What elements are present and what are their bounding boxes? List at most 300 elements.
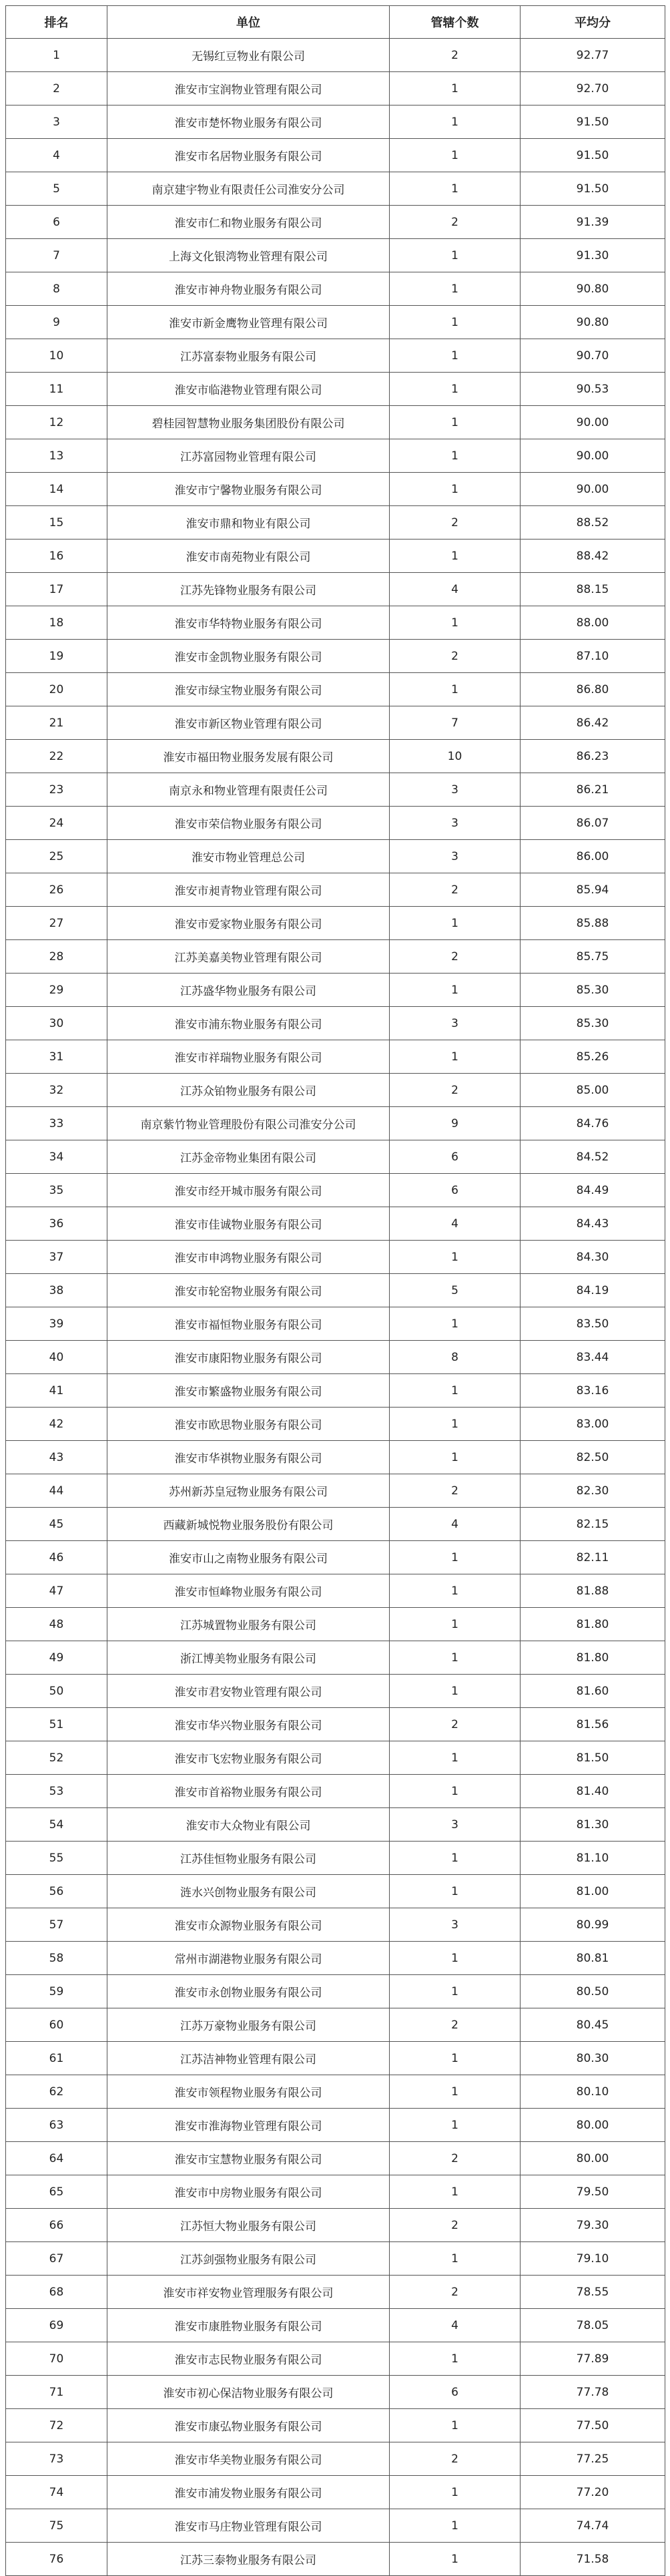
cell-count: 1 (390, 606, 521, 640)
cell-count: 1 (390, 974, 521, 1007)
cell-unit: 淮安市爱家物业服务有限公司 (107, 907, 390, 940)
cell-rank: 6 (6, 206, 107, 239)
cell-count: 1 (390, 1741, 521, 1775)
cell-count: 10 (390, 740, 521, 773)
table-row (6, 1107, 665, 1140)
cell-count: 1 (390, 2409, 521, 2442)
cell-unit: 碧桂园智慧物业服务集团股份有限公司 (107, 406, 390, 439)
header-average: 平均分 (521, 6, 665, 39)
cell-count: 4 (390, 1207, 521, 1241)
cell-rank: 32 (6, 1074, 107, 1107)
ranking-table (5, 5, 665, 2576)
cell-rank: 13 (6, 439, 107, 473)
cell-rank: 43 (6, 1441, 107, 1474)
cell-rank: 53 (6, 1775, 107, 1808)
cell-rank: 16 (6, 540, 107, 573)
cell-count: 1 (390, 673, 521, 706)
table-row (6, 1241, 665, 1274)
cell-unit: 淮安市永创物业服务有限公司 (107, 1975, 390, 2008)
cell-rank: 67 (6, 2242, 107, 2276)
table-row (6, 306, 665, 339)
cell-average: 88.42 (521, 540, 665, 573)
cell-unit: 淮安市宝润物业管理有限公司 (107, 72, 390, 105)
cell-unit: 淮安市浦东物业服务有限公司 (107, 1007, 390, 1040)
cell-count: 1 (390, 406, 521, 439)
cell-rank: 69 (6, 2309, 107, 2342)
cell-count: 1 (390, 1441, 521, 1474)
cell-count: 1 (390, 1975, 521, 2008)
cell-rank: 35 (6, 1174, 107, 1207)
cell-rank: 15 (6, 506, 107, 540)
table-header-row (6, 6, 665, 39)
cell-count: 1 (390, 1574, 521, 1608)
table-row (6, 1875, 665, 1908)
cell-unit: 淮安市鼎和物业有限公司 (107, 506, 390, 540)
cell-rank: 27 (6, 907, 107, 940)
cell-rank: 28 (6, 940, 107, 974)
cell-count: 1 (390, 2342, 521, 2376)
table-row (6, 1775, 665, 1808)
cell-rank: 50 (6, 1675, 107, 1708)
cell-rank: 75 (6, 2509, 107, 2543)
table-row (6, 940, 665, 974)
cell-unit: 淮安市福恒物业服务有限公司 (107, 1307, 390, 1341)
cell-rank: 45 (6, 1508, 107, 1541)
cell-average: 80.00 (521, 2109, 665, 2142)
cell-average: 80.81 (521, 1942, 665, 1975)
cell-count: 3 (390, 1908, 521, 1942)
cell-average: 82.50 (521, 1441, 665, 1474)
table-row (6, 1274, 665, 1307)
cell-average: 91.50 (521, 105, 665, 139)
cell-count: 1 (390, 2509, 521, 2543)
cell-rank: 54 (6, 1808, 107, 1842)
cell-average: 91.30 (521, 239, 665, 272)
cell-rank: 21 (6, 706, 107, 740)
cell-rank: 55 (6, 1842, 107, 1875)
cell-rank: 48 (6, 1608, 107, 1641)
cell-rank: 11 (6, 373, 107, 406)
header-count: 管辖个数 (390, 6, 521, 39)
cell-unit: 淮安市金凯物业服务有限公司 (107, 640, 390, 673)
cell-count: 5 (390, 1274, 521, 1307)
cell-rank: 19 (6, 640, 107, 673)
cell-count: 1 (390, 473, 521, 506)
cell-unit: 淮安市领程物业服务有限公司 (107, 2075, 390, 2109)
cell-average: 90.00 (521, 473, 665, 506)
table-row (6, 1908, 665, 1942)
cell-count: 1 (390, 1608, 521, 1641)
table-row (6, 1374, 665, 1408)
cell-count: 1 (390, 306, 521, 339)
table-row (6, 2309, 665, 2342)
cell-rank: 3 (6, 105, 107, 139)
cell-rank: 34 (6, 1140, 107, 1174)
table-row (6, 1007, 665, 1040)
cell-average: 86.07 (521, 807, 665, 840)
cell-count: 4 (390, 573, 521, 606)
cell-rank: 2 (6, 72, 107, 105)
cell-unit: 常州市湖港物业服务有限公司 (107, 1942, 390, 1975)
cell-unit: 淮安市昶青物业管理有限公司 (107, 873, 390, 907)
cell-unit: 淮安市飞宏物业服务有限公司 (107, 1741, 390, 1775)
cell-rank: 36 (6, 1207, 107, 1241)
cell-average: 80.45 (521, 2008, 665, 2042)
cell-unit: 淮安市楚怀物业服务有限公司 (107, 105, 390, 139)
cell-unit: 淮安市仁和物业服务有限公司 (107, 206, 390, 239)
table-row (6, 2442, 665, 2476)
cell-unit: 淮安市初心保洁物业服务有限公司 (107, 2376, 390, 2409)
cell-rank: 61 (6, 2042, 107, 2075)
cell-average: 86.23 (521, 740, 665, 773)
cell-average: 81.40 (521, 1775, 665, 1808)
cell-average: 78.55 (521, 2276, 665, 2309)
cell-average: 86.21 (521, 773, 665, 807)
table-row (6, 2342, 665, 2376)
cell-rank: 74 (6, 2476, 107, 2509)
cell-unit: 江苏洁神物业管理有限公司 (107, 2042, 390, 2075)
cell-rank: 63 (6, 2109, 107, 2142)
cell-count: 4 (390, 2309, 521, 2342)
cell-rank: 42 (6, 1408, 107, 1441)
cell-average: 77.25 (521, 2442, 665, 2476)
cell-count: 2 (390, 39, 521, 72)
cell-count: 1 (390, 1307, 521, 1341)
cell-average: 74.74 (521, 2509, 665, 2543)
table-row (6, 473, 665, 506)
cell-count: 1 (390, 1875, 521, 1908)
table-row (6, 1574, 665, 1608)
cell-unit: 南京紫竹物业管理股份有限公司淮安分公司 (107, 1107, 390, 1140)
cell-average: 86.42 (521, 706, 665, 740)
cell-rank: 49 (6, 1641, 107, 1675)
table-row (6, 105, 665, 139)
cell-unit: 江苏先锋物业服务有限公司 (107, 573, 390, 606)
cell-average: 81.88 (521, 1574, 665, 1608)
table-row (6, 1074, 665, 1107)
table-row (6, 1174, 665, 1207)
cell-count: 3 (390, 840, 521, 873)
cell-average: 84.76 (521, 1107, 665, 1140)
cell-rank: 4 (6, 139, 107, 172)
cell-count: 1 (390, 2543, 521, 2576)
cell-rank: 57 (6, 1908, 107, 1942)
table-row (6, 2543, 665, 2576)
table-row (6, 2042, 665, 2075)
cell-average: 85.00 (521, 1074, 665, 1107)
cell-average: 84.19 (521, 1274, 665, 1307)
cell-rank: 52 (6, 1741, 107, 1775)
cell-average: 90.80 (521, 272, 665, 306)
table-row (6, 373, 665, 406)
cell-average: 85.30 (521, 974, 665, 1007)
cell-average: 84.52 (521, 1140, 665, 1174)
cell-count: 1 (390, 272, 521, 306)
cell-unit: 淮安市祥安物业管理服务有限公司 (107, 2276, 390, 2309)
cell-unit: 淮安市首裕物业服务有限公司 (107, 1775, 390, 1808)
cell-average: 83.00 (521, 1408, 665, 1441)
table-row (6, 239, 665, 272)
cell-rank: 25 (6, 840, 107, 873)
cell-average: 85.88 (521, 907, 665, 940)
table-row (6, 1708, 665, 1741)
cell-count: 1 (390, 1942, 521, 1975)
cell-count: 3 (390, 773, 521, 807)
cell-average: 80.99 (521, 1908, 665, 1942)
cell-unit: 淮安市大众物业有限公司 (107, 1808, 390, 1842)
table-row (6, 339, 665, 373)
cell-count: 8 (390, 1341, 521, 1374)
cell-average: 81.30 (521, 1808, 665, 1842)
cell-count: 1 (390, 239, 521, 272)
table-row (6, 2209, 665, 2242)
table-row (6, 2175, 665, 2209)
cell-unit: 上海文化银湾物业管理有限公司 (107, 239, 390, 272)
cell-unit: 淮安市华美物业服务有限公司 (107, 2442, 390, 2476)
cell-rank: 71 (6, 2376, 107, 2409)
cell-average: 77.78 (521, 2376, 665, 2409)
cell-average: 90.70 (521, 339, 665, 373)
table-row (6, 1341, 665, 1374)
cell-rank: 38 (6, 1274, 107, 1307)
cell-rank: 31 (6, 1040, 107, 1074)
header-rank: 排名 (6, 6, 107, 39)
cell-average: 83.44 (521, 1341, 665, 1374)
cell-unit: 淮安市南苑物业有限公司 (107, 540, 390, 573)
cell-count: 1 (390, 907, 521, 940)
cell-unit: 江苏城置物业服务有限公司 (107, 1608, 390, 1641)
cell-rank: 65 (6, 2175, 107, 2209)
cell-rank: 22 (6, 740, 107, 773)
cell-count: 2 (390, 1474, 521, 1508)
cell-average: 83.50 (521, 1307, 665, 1341)
table-row (6, 673, 665, 706)
cell-unit: 江苏剑强物业服务有限公司 (107, 2242, 390, 2276)
cell-rank: 76 (6, 2543, 107, 2576)
table-row (6, 640, 665, 673)
cell-count: 2 (390, 2008, 521, 2042)
cell-unit: 江苏佳恒物业服务有限公司 (107, 1842, 390, 1875)
cell-rank: 44 (6, 1474, 107, 1508)
cell-unit: 南京永和物业管理有限责任公司 (107, 773, 390, 807)
cell-count: 1 (390, 2476, 521, 2509)
table-row (6, 1307, 665, 1341)
cell-count: 1 (390, 1241, 521, 1274)
cell-average: 85.26 (521, 1040, 665, 1074)
cell-unit: 江苏恒大物业服务有限公司 (107, 2209, 390, 2242)
cell-unit: 苏州新苏皇冠物业服务有限公司 (107, 1474, 390, 1508)
table-row (6, 406, 665, 439)
cell-average: 86.00 (521, 840, 665, 873)
cell-average: 71.58 (521, 2543, 665, 2576)
cell-rank: 73 (6, 2442, 107, 2476)
cell-count: 1 (390, 1641, 521, 1675)
table-row (6, 740, 665, 773)
cell-unit: 无锡红豆物业有限公司 (107, 39, 390, 72)
cell-count: 2 (390, 940, 521, 974)
cell-unit: 涟水兴创物业服务有限公司 (107, 1875, 390, 1908)
table-row (6, 1842, 665, 1875)
table-row (6, 1641, 665, 1675)
cell-unit: 淮安市福田物业服务发展有限公司 (107, 740, 390, 773)
cell-average: 90.00 (521, 439, 665, 473)
table-row (6, 2276, 665, 2309)
table-row (6, 1408, 665, 1441)
cell-average: 91.39 (521, 206, 665, 239)
cell-count: 1 (390, 1040, 521, 1074)
cell-count: 2 (390, 1708, 521, 1741)
table-row (6, 2376, 665, 2409)
cell-unit: 淮安市临港物业管理有限公司 (107, 373, 390, 406)
cell-unit: 淮安市康阳物业服务有限公司 (107, 1341, 390, 1374)
cell-average: 91.50 (521, 139, 665, 172)
cell-count: 1 (390, 139, 521, 172)
cell-average: 88.52 (521, 506, 665, 540)
cell-count: 2 (390, 2442, 521, 2476)
cell-unit: 淮安市祥瑞物业服务有限公司 (107, 1040, 390, 1074)
cell-rank: 26 (6, 873, 107, 907)
cell-unit: 江苏万豪物业服务有限公司 (107, 2008, 390, 2042)
cell-unit: 江苏富园物业管理有限公司 (107, 439, 390, 473)
cell-rank: 37 (6, 1241, 107, 1274)
table-row (6, 840, 665, 873)
table-row (6, 272, 665, 306)
table-row (6, 1441, 665, 1474)
table-row (6, 1508, 665, 1541)
cell-count: 1 (390, 439, 521, 473)
cell-rank: 51 (6, 1708, 107, 1741)
table-row (6, 506, 665, 540)
cell-count: 2 (390, 506, 521, 540)
cell-count: 1 (390, 1541, 521, 1574)
table-row (6, 606, 665, 640)
cell-count: 1 (390, 2042, 521, 2075)
cell-unit: 江苏盛华物业服务有限公司 (107, 974, 390, 1007)
cell-rank: 12 (6, 406, 107, 439)
table-row (6, 1541, 665, 1574)
cell-average: 91.50 (521, 172, 665, 206)
cell-average: 85.94 (521, 873, 665, 907)
cell-average: 80.30 (521, 2042, 665, 2075)
cell-average: 92.77 (521, 39, 665, 72)
cell-average: 86.80 (521, 673, 665, 706)
cell-rank: 5 (6, 172, 107, 206)
cell-rank: 62 (6, 2075, 107, 2109)
cell-count: 6 (390, 1174, 521, 1207)
table-row (6, 773, 665, 807)
cell-average: 81.10 (521, 1842, 665, 1875)
cell-average: 92.70 (521, 72, 665, 105)
cell-average: 85.75 (521, 940, 665, 974)
cell-unit: 江苏富泰物业服务有限公司 (107, 339, 390, 373)
cell-average: 77.50 (521, 2409, 665, 2442)
cell-rank: 1 (6, 39, 107, 72)
table-row (6, 2109, 665, 2142)
cell-rank: 18 (6, 606, 107, 640)
cell-count: 6 (390, 2376, 521, 2409)
cell-unit: 淮安市华特物业服务有限公司 (107, 606, 390, 640)
cell-average: 90.80 (521, 306, 665, 339)
table-row (6, 974, 665, 1007)
cell-average: 77.89 (521, 2342, 665, 2376)
cell-unit: 淮安市恒峰物业服务有限公司 (107, 1574, 390, 1608)
cell-rank: 7 (6, 239, 107, 272)
cell-average: 84.43 (521, 1207, 665, 1241)
cell-unit: 淮安市申鸿物业服务有限公司 (107, 1241, 390, 1274)
cell-rank: 56 (6, 1875, 107, 1908)
cell-unit: 淮安市欧思物业服务有限公司 (107, 1408, 390, 1441)
table-row (6, 39, 665, 72)
cell-unit: 淮安市繁盛物业服务有限公司 (107, 1374, 390, 1408)
cell-average: 88.15 (521, 573, 665, 606)
cell-unit: 江苏金帝物业集团有限公司 (107, 1140, 390, 1174)
cell-unit: 淮安市经开城市服务有限公司 (107, 1174, 390, 1207)
cell-rank: 10 (6, 339, 107, 373)
cell-average: 83.16 (521, 1374, 665, 1408)
cell-unit: 江苏众铂物业服务有限公司 (107, 1074, 390, 1107)
cell-count: 1 (390, 72, 521, 105)
cell-rank: 23 (6, 773, 107, 807)
table-row (6, 1207, 665, 1241)
table-row (6, 2008, 665, 2042)
cell-unit: 淮安市佳诚物业服务有限公司 (107, 1207, 390, 1241)
table-row (6, 2476, 665, 2509)
cell-count: 2 (390, 2142, 521, 2175)
table-row (6, 72, 665, 105)
cell-average: 82.15 (521, 1508, 665, 1541)
cell-unit: 淮安市中房物业服务有限公司 (107, 2175, 390, 2209)
table-row (6, 2142, 665, 2175)
table-row (6, 540, 665, 573)
cell-average: 80.10 (521, 2075, 665, 2109)
cell-average: 90.00 (521, 406, 665, 439)
cell-count: 3 (390, 1808, 521, 1842)
cell-count: 1 (390, 373, 521, 406)
cell-unit: 淮安市淮海物业管理有限公司 (107, 2109, 390, 2142)
cell-rank: 46 (6, 1541, 107, 1574)
cell-average: 90.53 (521, 373, 665, 406)
cell-count: 1 (390, 540, 521, 573)
cell-average: 80.00 (521, 2142, 665, 2175)
cell-count: 2 (390, 206, 521, 239)
table-row (6, 1808, 665, 1842)
table-row (6, 873, 665, 907)
cell-count: 1 (390, 1374, 521, 1408)
cell-rank: 14 (6, 473, 107, 506)
cell-average: 80.50 (521, 1975, 665, 2008)
table-row (6, 573, 665, 606)
cell-rank: 30 (6, 1007, 107, 1040)
cell-rank: 39 (6, 1307, 107, 1341)
cell-rank: 70 (6, 2342, 107, 2376)
cell-average: 82.11 (521, 1541, 665, 1574)
cell-count: 2 (390, 2209, 521, 2242)
cell-average: 79.10 (521, 2242, 665, 2276)
cell-count: 1 (390, 1408, 521, 1441)
cell-average: 81.56 (521, 1708, 665, 1741)
cell-unit: 南京建宇物业有限责任公司淮安分公司 (107, 172, 390, 206)
cell-unit: 淮安市华祺物业服务有限公司 (107, 1441, 390, 1474)
cell-count: 3 (390, 807, 521, 840)
cell-unit: 淮安市康弘物业服务有限公司 (107, 2409, 390, 2442)
cell-rank: 29 (6, 974, 107, 1007)
cell-unit: 淮安市康胜物业服务有限公司 (107, 2309, 390, 2342)
cell-unit: 淮安市君安物业管理有限公司 (107, 1675, 390, 1708)
cell-count: 9 (390, 1107, 521, 1140)
cell-count: 2 (390, 640, 521, 673)
cell-count: 2 (390, 1074, 521, 1107)
cell-rank: 9 (6, 306, 107, 339)
